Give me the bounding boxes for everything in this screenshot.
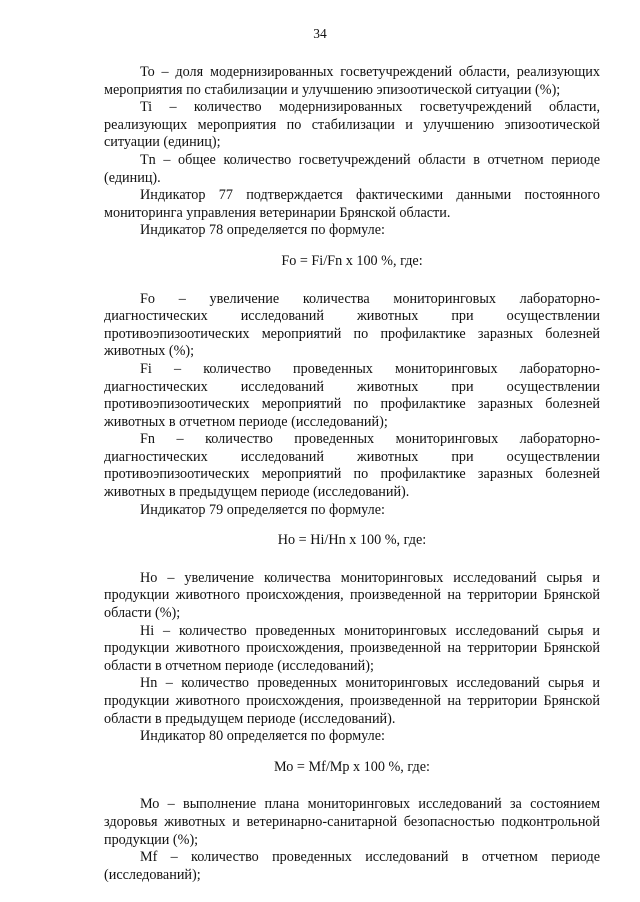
definition-hi: Hi – количество проведенных мониторинговых исследований сырья и продукции животного происхождения, произведенной на территории Брянской области в отчетном периоде (исследований); <box>104 622 600 674</box>
definition-ti: Ti – количество модернизированных госветучреждений области, реализующих мероприятия по стабилизации и улучшению эпизоотической ситуации (единиц); <box>104 99 600 151</box>
definition-to: То – доля модернизированных госветучреждений области, реализующих мероприятия по стабилизации и улучшению эпизоотической ситуации (%); <box>104 64 600 98</box>
indicator-77-note: Индикатор 77 подтверждается фактическими данными постоянного мониторинга управления ветеринарии Брянской области. <box>104 187 600 221</box>
definition-tn: Тn – общее количество госветучреждений области в отчетном периоде (единиц). <box>104 151 600 186</box>
indicator-78-intro: Индикатор 78 определяется по формуле: <box>140 222 385 239</box>
document-body <box>104 64 600 884</box>
formula-mo: Мо = Mf/Mp x 100 %, где: <box>274 758 430 775</box>
definition-fo: Fo – увеличение количества мониторинговых лабораторно-диагностических исследований животных при осуществлении противоэпизоотических мероприятий по профилактике заразных болезней животных (%); <box>104 290 600 360</box>
definition-hn: Hn – количество проведенных мониторинговых исследований сырья и продукции животного происхождения, произведенной на территории Брянской области в предыдущем периоде (исследований). <box>104 675 600 727</box>
definition-mo: Мо – выполнение плана мониторинговых исследований за состоянием здоровья животных и ветеринарно-санитарной безопасностью подконтрольной продукции (%); <box>104 796 600 848</box>
formula-ho: Но = Hi/Hn x 100 %, где: <box>277 532 427 549</box>
definition-fi: Fi – количество проведенных мониторинговых лабораторно-диагностических исследований животных при осуществлении противоэпизоотических мероприятий по профилактике заразных болезней животных в отчетном периоде (исследований); <box>104 360 600 430</box>
formula-fo: Fo = Fi/Fn x 100 %, где: <box>281 252 423 269</box>
definition-ho: Но – увеличение количества мониторинговых исследований сырья и продукции животного происхождения, произведенной на территории Брянской области (%); <box>104 569 600 622</box>
indicator-80-intro: Индикатор 80 определяется по формуле: <box>140 728 385 745</box>
definition-mf: Mf – количество проведенных исследований в отчетном периоде (исследований); <box>104 849 600 883</box>
indicator-79-intro: Индикатор 79 определяется по формуле: <box>140 501 385 518</box>
page-number: 34 <box>313 26 327 41</box>
definition-fn: Fn – количество проведенных мониторинговых лабораторно-диагностических исследований животных при осуществлении противоэпизоотических мероприятий по профилактике заразных болезней животных в предыдущем периоде (исследований). <box>104 431 600 501</box>
